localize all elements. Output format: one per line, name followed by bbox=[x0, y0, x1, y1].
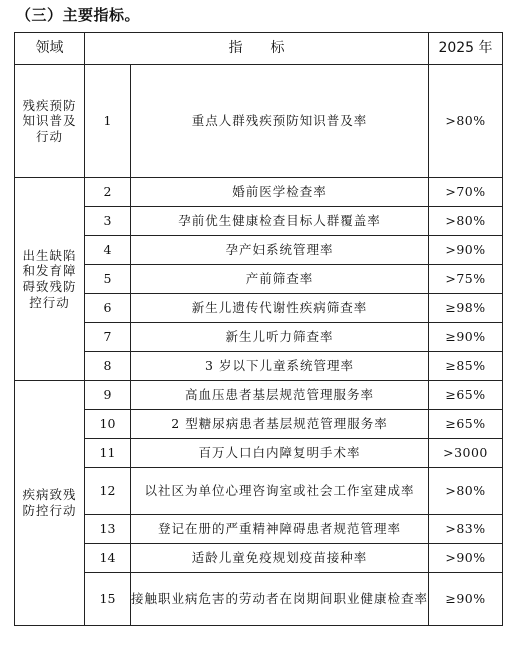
target-value: ≥65% bbox=[429, 410, 503, 439]
table-row bbox=[15, 236, 503, 265]
indicator-name: 登记在册的严重精神障碍患者规范管理率 bbox=[131, 515, 429, 544]
row-number: 8 bbox=[85, 352, 131, 381]
domain-cell bbox=[15, 178, 85, 381]
table-row bbox=[15, 381, 503, 410]
row-number: 15 bbox=[85, 573, 131, 626]
table-row bbox=[15, 544, 503, 573]
row-number: 10 bbox=[85, 410, 131, 439]
indicator-name: 适龄儿童免疫规划疫苗接种率 bbox=[131, 544, 429, 573]
indicator-name: 孕前优生健康检查目标人群覆盖率 bbox=[131, 207, 429, 236]
table-row bbox=[15, 439, 503, 468]
row-number: 9 bbox=[85, 381, 131, 410]
target-value: >3000 bbox=[429, 439, 503, 468]
target-value: ≥98% bbox=[429, 294, 503, 323]
table-row bbox=[15, 65, 503, 178]
indicator-name: 重点人群残疾预防知识普及率 bbox=[131, 65, 429, 178]
indicator-name: 以社区为单位心理咨询室或社会工作室建成率 bbox=[131, 468, 429, 515]
table-row bbox=[15, 323, 503, 352]
section-title: （三）主要指标。 bbox=[16, 6, 141, 24]
target-value: ≥85% bbox=[429, 352, 503, 381]
indicator-name: 百万人口白内障复明手术率 bbox=[131, 439, 429, 468]
indicator-name: 接触职业病危害的劳动者在岗期间职业健康检查率 bbox=[131, 573, 429, 626]
indicator-name: 3 岁以下儿童系统管理率 bbox=[131, 352, 429, 381]
target-value: >80% bbox=[429, 468, 503, 515]
row-number: 6 bbox=[85, 294, 131, 323]
table-row bbox=[15, 573, 503, 626]
indicator-name: 产前筛查率 bbox=[131, 265, 429, 294]
domain-label: 疾病致残防控行动 bbox=[22, 487, 77, 518]
row-number: 1 bbox=[85, 65, 131, 178]
header-indicator: 指 标 bbox=[85, 33, 429, 65]
table-header-row bbox=[15, 33, 503, 65]
target-value: >70% bbox=[429, 178, 503, 207]
table-row bbox=[15, 410, 503, 439]
target-value: ≥90% bbox=[429, 323, 503, 352]
table-row bbox=[15, 207, 503, 236]
row-number: 11 bbox=[85, 439, 131, 468]
indicator-name: 新生儿遗传代谢性疾病筛查率 bbox=[131, 294, 429, 323]
target-value: >75% bbox=[429, 265, 503, 294]
row-number: 4 bbox=[85, 236, 131, 265]
row-number: 3 bbox=[85, 207, 131, 236]
table-row bbox=[15, 265, 503, 294]
table-row bbox=[15, 352, 503, 381]
indicator-name: 孕产妇系统管理率 bbox=[131, 236, 429, 265]
target-value: ≥90% bbox=[429, 573, 503, 626]
table-row bbox=[15, 178, 503, 207]
target-value: >90% bbox=[429, 236, 503, 265]
row-number: 14 bbox=[85, 544, 131, 573]
target-value: ≥65% bbox=[429, 381, 503, 410]
domain-label: 出生缺陷和发育障碍致残防控行动 bbox=[22, 247, 77, 310]
indicator-name: 婚前医学检查率 bbox=[131, 178, 429, 207]
target-value: >80% bbox=[429, 65, 503, 178]
row-number: 13 bbox=[85, 515, 131, 544]
indicator-name: 新生儿听力筛查率 bbox=[131, 323, 429, 352]
domain-cell bbox=[15, 65, 85, 178]
row-number: 5 bbox=[85, 265, 131, 294]
header-year: 2025 年 bbox=[429, 33, 503, 65]
row-number: 12 bbox=[85, 468, 131, 515]
target-value: >83% bbox=[429, 515, 503, 544]
row-number: 7 bbox=[85, 323, 131, 352]
table-row bbox=[15, 468, 503, 515]
target-value: >80% bbox=[429, 207, 503, 236]
domain-label: 残疾预防知识普及行动 bbox=[22, 97, 77, 144]
target-value: >90% bbox=[429, 544, 503, 573]
table-row bbox=[15, 294, 503, 323]
indicators-table bbox=[14, 32, 503, 626]
table-row bbox=[15, 515, 503, 544]
indicator-name: 2 型糖尿病患者基层规范管理服务率 bbox=[131, 410, 429, 439]
row-number: 2 bbox=[85, 178, 131, 207]
header-domain: 领域 bbox=[15, 33, 85, 65]
domain-cell bbox=[15, 381, 85, 626]
indicator-name: 高血压患者基层规范管理服务率 bbox=[131, 381, 429, 410]
